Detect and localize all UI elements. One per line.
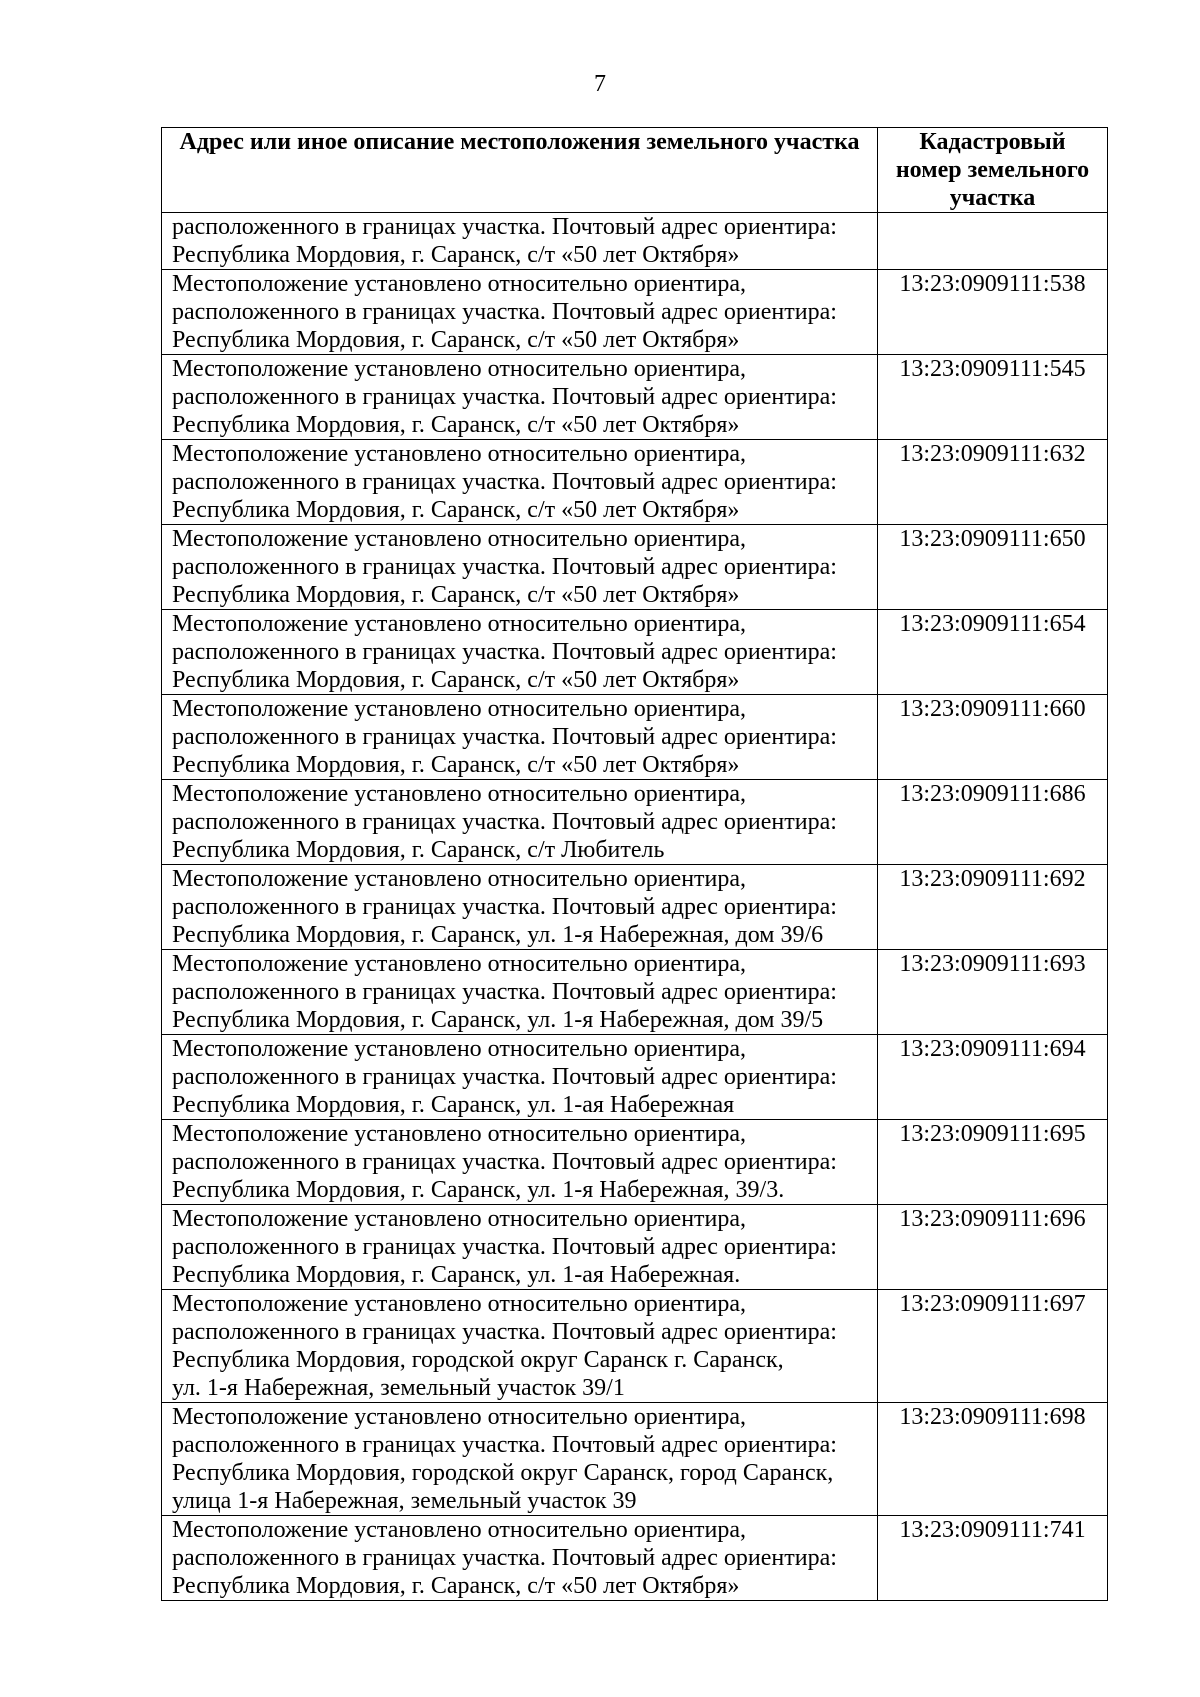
- address-cell: [162, 270, 878, 355]
- address-cell: [162, 1516, 878, 1601]
- address-line: Местоположение установлено относительно ориентира,: [172, 951, 747, 977]
- address-line: расположенного в границах участка. Почтовый адрес ориентира:: [172, 384, 837, 410]
- table-row: [162, 950, 1108, 1035]
- address-cell: [162, 610, 878, 695]
- address-line: Местоположение установлено относительно ориентира,: [172, 781, 747, 807]
- address-line: Местоположение установлено относительно ориентира,: [172, 356, 747, 382]
- header-cadastral-line: участка: [949, 185, 1036, 211]
- table-row: [162, 1205, 1108, 1290]
- address-line: Местоположение установлено относительно ориентира,: [172, 1517, 747, 1543]
- header-cadastral: [878, 128, 1108, 213]
- address-cell: [162, 1035, 878, 1120]
- address-line: расположенного в границах участка. Почтовый адрес ориентира:: [172, 469, 837, 495]
- cadastral-number-cell: 13:23:0909111:660: [878, 695, 1108, 780]
- table-row: [162, 1403, 1108, 1516]
- address-line: Республика Мордовия, г. Саранск, с/т «50 лет Октября»: [172, 497, 740, 523]
- cadastral-number-cell: 13:23:0909111:650: [878, 525, 1108, 610]
- cadastral-number-cell: 13:23:0909111:696: [878, 1205, 1108, 1290]
- table-body: [162, 213, 1108, 1601]
- cadastral-number-cell: 13:23:0909111:538: [878, 270, 1108, 355]
- table-row: [162, 525, 1108, 610]
- address-line: Республика Мордовия, г. Саранск, с/т «50 лет Октября»: [172, 752, 740, 778]
- page-number: 7: [594, 71, 606, 97]
- address-line: Республика Мордовия, городской округ Саранск, город Саранск,: [172, 1460, 834, 1486]
- address-line: Республика Мордовия, г. Саранск, с/т «50 лет Октября»: [172, 667, 740, 693]
- cadastral-number-cell: 13:23:0909111:741: [878, 1516, 1108, 1601]
- cadastral-number-cell: 13:23:0909111:698: [878, 1403, 1108, 1516]
- table-header-row: [162, 128, 1108, 213]
- address-cell: [162, 695, 878, 780]
- address-cell: [162, 355, 878, 440]
- table-row: [162, 695, 1108, 780]
- address-line: расположенного в границах участка. Почтовый адрес ориентира:: [172, 894, 837, 920]
- land-plots-table: [161, 127, 1108, 1601]
- cadastral-number-cell: 13:23:0909111:692: [878, 865, 1108, 950]
- address-line: Местоположение установлено относительно ориентира,: [172, 1291, 747, 1317]
- address-line: расположенного в границах участка. Почтовый адрес ориентира:: [172, 1234, 837, 1260]
- address-line: Республика Мордовия, г. Саранск, ул. 1-ая Набережная.: [172, 1262, 741, 1288]
- address-line: улица 1-я Набережная, земельный участок 39: [172, 1488, 637, 1514]
- address-line: ул. 1-я Набережная, земельный участок 39/1: [172, 1375, 625, 1401]
- address-line: расположенного в границах участка. Почтовый адрес ориентира:: [172, 299, 837, 325]
- address-line: расположенного в границах участка. Почтовый адрес ориентира:: [172, 724, 837, 750]
- address-line: Республика Мордовия, г. Саранск, с/т «50 лет Октября»: [172, 242, 740, 268]
- address-line: Местоположение установлено относительно ориентира,: [172, 271, 747, 297]
- address-line: Местоположение установлено относительно ориентира,: [172, 1404, 747, 1430]
- table-row: [162, 213, 1108, 270]
- address-cell: [162, 950, 878, 1035]
- address-line: расположенного в границах участка. Почтовый адрес ориентира:: [172, 1149, 837, 1175]
- address-line: Местоположение установлено относительно ориентира,: [172, 696, 747, 722]
- address-line: Республика Мордовия, городской округ Саранск г. Саранск,: [172, 1347, 784, 1373]
- address-cell: [162, 1205, 878, 1290]
- table-row: [162, 440, 1108, 525]
- address-line: расположенного в границах участка. Почтовый адрес ориентира:: [172, 1064, 837, 1090]
- address-line: Местоположение установлено относительно ориентира,: [172, 1121, 747, 1147]
- address-cell: [162, 865, 878, 950]
- cadastral-number-cell: 13:23:0909111:695: [878, 1120, 1108, 1205]
- address-cell: [162, 1290, 878, 1403]
- address-line: расположенного в границах участка. Почтовый адрес ориентира:: [172, 214, 837, 240]
- cadastral-number-cell: 13:23:0909111:686: [878, 780, 1108, 865]
- address-cell: [162, 525, 878, 610]
- address-line: Местоположение установлено относительно ориентира,: [172, 1206, 747, 1232]
- cadastral-number-cell: 13:23:0909111:654: [878, 610, 1108, 695]
- header-address-label: Адрес или иное описание местоположения земельного участка: [179, 129, 860, 155]
- table-row: [162, 355, 1108, 440]
- address-line: Местоположение установлено относительно ориентира,: [172, 611, 747, 637]
- cadastral-number-cell: 13:23:0909111:545: [878, 355, 1108, 440]
- address-line: Республика Мордовия, г. Саранск, с/т «50 лет Октября»: [172, 327, 740, 353]
- address-line: Республика Мордовия, г. Саранск, ул. 1-ая Набережная: [172, 1092, 735, 1118]
- address-cell: [162, 440, 878, 525]
- cadastral-number-cell: [878, 213, 1108, 270]
- cadastral-number-cell: 13:23:0909111:693: [878, 950, 1108, 1035]
- address-line: Республика Мордовия, г. Саранск, ул. 1-я Набережная, 39/3.: [172, 1177, 785, 1203]
- header-cadastral-line: Кадастровый: [919, 129, 1066, 155]
- address-line: Местоположение установлено относительно ориентира,: [172, 526, 747, 552]
- address-line: Республика Мордовия, г. Саранск, ул. 1-я Набережная, дом 39/6: [172, 922, 824, 948]
- address-cell: [162, 780, 878, 865]
- address-line: расположенного в границах участка. Почтовый адрес ориентира:: [172, 639, 837, 665]
- address-line: расположенного в границах участка. Почтовый адрес ориентира:: [172, 809, 837, 835]
- address-line: Республика Мордовия, г. Саранск, с/т «50 лет Октября»: [172, 582, 740, 608]
- table-row: [162, 610, 1108, 695]
- table-row: [162, 1290, 1108, 1403]
- cadastral-number-cell: 13:23:0909111:697: [878, 1290, 1108, 1403]
- address-line: расположенного в границах участка. Почтовый адрес ориентира:: [172, 1545, 837, 1571]
- address-line: Местоположение установлено относительно ориентира,: [172, 1036, 747, 1062]
- table-row: [162, 865, 1108, 950]
- table-row: [162, 1516, 1108, 1601]
- cadastral-number-cell: 13:23:0909111:632: [878, 440, 1108, 525]
- address-line: расположенного в границах участка. Почтовый адрес ориентира:: [172, 979, 837, 1005]
- table-row: [162, 1035, 1108, 1120]
- address-line: Местоположение установлено относительно ориентира,: [172, 866, 747, 892]
- header-cadastral-line: номер земельного: [895, 157, 1090, 183]
- address-line: Республика Мордовия, г. Саранск, с/т «50 лет Октября»: [172, 412, 740, 438]
- address-line: Местоположение установлено относительно ориентира,: [172, 441, 747, 467]
- address-cell: [162, 1403, 878, 1516]
- address-line: расположенного в границах участка. Почтовый адрес ориентира:: [172, 1432, 837, 1458]
- cadastral-number-cell: 13:23:0909111:694: [878, 1035, 1108, 1120]
- address-line: Республика Мордовия, г. Саранск, с/т «50 лет Октября»: [172, 1573, 740, 1599]
- address-cell: [162, 1120, 878, 1205]
- table-row: [162, 1120, 1108, 1205]
- address-line: Республика Мордовия, г. Саранск, ул. 1-я Набережная, дом 39/5: [172, 1007, 824, 1033]
- address-line: расположенного в границах участка. Почтовый адрес ориентира:: [172, 554, 837, 580]
- header-address: [162, 128, 878, 213]
- address-cell: [162, 213, 878, 270]
- address-line: Республика Мордовия, г. Саранск, с/т Любитель: [172, 837, 665, 863]
- address-line: расположенного в границах участка. Почтовый адрес ориентира:: [172, 1319, 837, 1345]
- table-row: [162, 270, 1108, 355]
- table-row: [162, 780, 1108, 865]
